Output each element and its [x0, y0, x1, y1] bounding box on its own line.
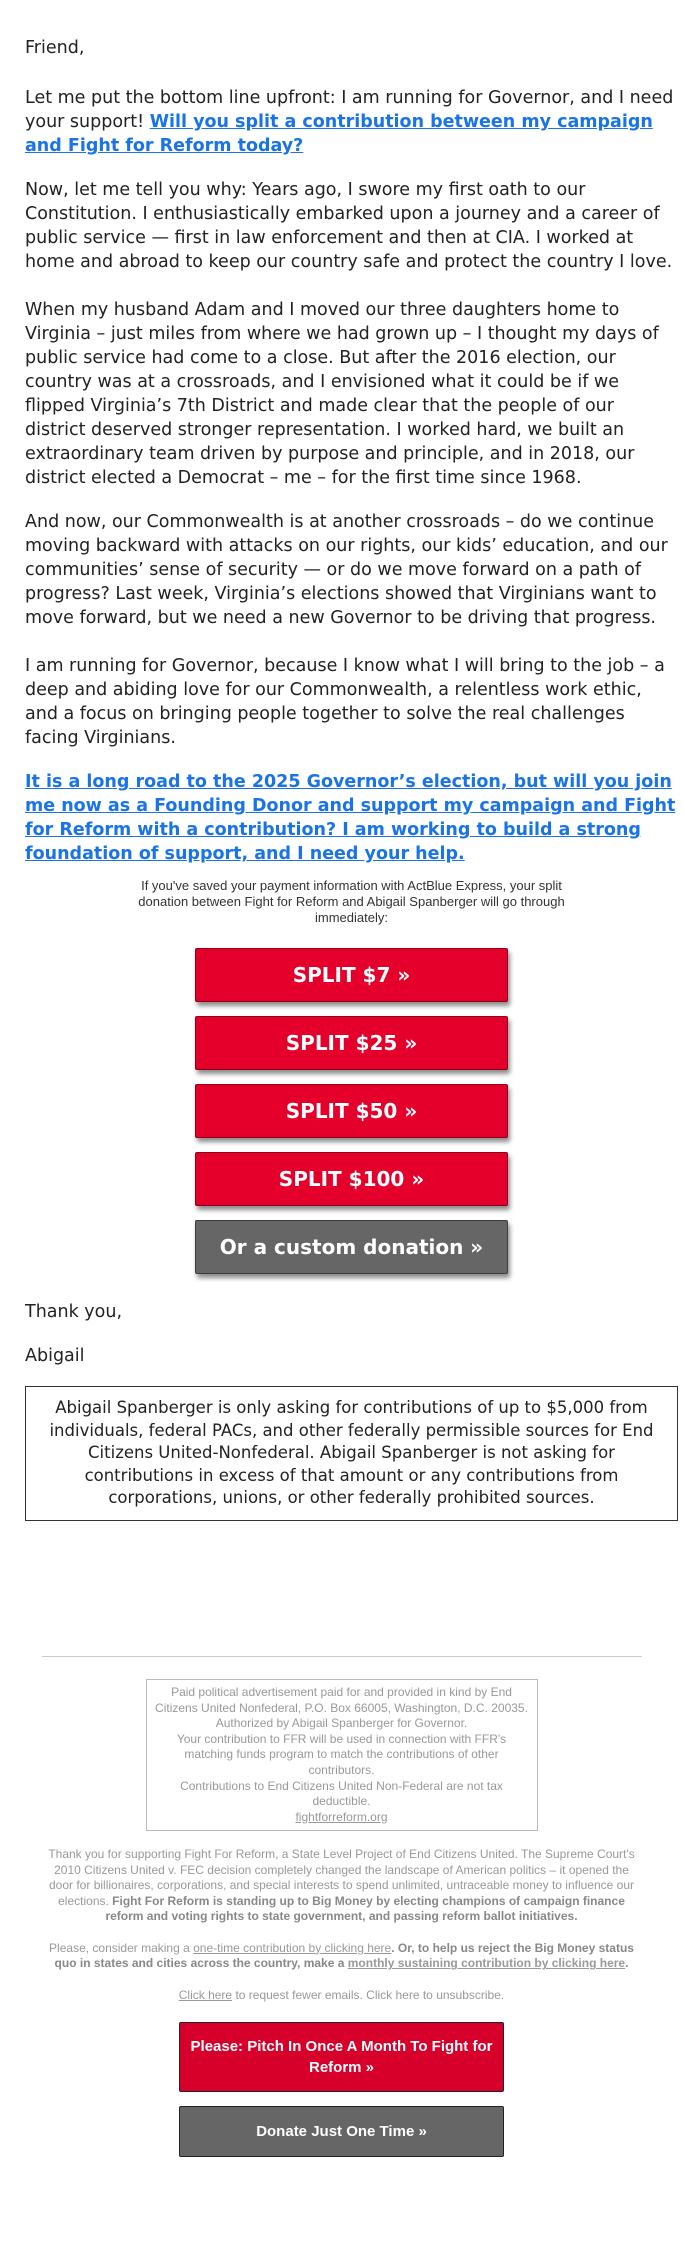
split-25-button[interactable]: SPLIT $25 »	[195, 1016, 508, 1070]
actblue-express-note: If you've saved your payment information with ActBlue Express, your split donation between Fight for Reform and Abigail Spanberger will go through immediately:	[138, 878, 565, 925]
thanks-text: Thank you for supporting Fight For Reform, a State Level Project of End Citizens United. The Supreme Court's 2010 Citizens United v. FEC decision completely changed the landscape of American politics – it opened the door for billionaires, corporations, and special interests to spend unlimited, untraceable money to influence our elections.	[48, 1847, 635, 1908]
signoff: Thank you,	[25, 1302, 123, 1322]
monthly-donation-button[interactable]: Please: Pitch In Once A Month To Fight for Reform »	[179, 2022, 504, 2092]
split-contribution-link[interactable]: Will you split a contribution between my campaign and Fight for Reform today?	[25, 112, 653, 156]
paid-line-4: Contributions to End Citizens United Non-Federal are not tax deductible.	[180, 1778, 503, 1809]
consider-bold: . Or, to help us reject the Big Money status quo in states and cities across the country, make a	[54, 1940, 634, 1971]
fewer-emails-text: to request fewer emails. Click here to unsubscribe.	[232, 1987, 505, 2002]
crossroads-paragraph: And now, our Commonwealth is at another crossroads – do we continue moving backward with attacks on our rights, our kids’ education, and our communities’ sense of security — or do we move forward on a path of progress? Last week, Virginia’s elections showed that Virginians want to move forward, but we need a new Governor to be driving that progress.	[25, 512, 668, 628]
consider-end: .	[625, 1956, 629, 1971]
one-time-contribution-link[interactable]: one-time contribution by clicking here	[193, 1940, 392, 1955]
custom-donation-button[interactable]: Or a custom donation »	[195, 1220, 508, 1274]
footer	[0, 1656, 683, 2157]
paid-line-1: Paid political advertisement paid for and provided in kind by End Citizens United Nonfederal, P.O. Box 66005, Washington, D.C. 20035.	[155, 1685, 528, 1715]
footer-divider	[42, 1656, 642, 1657]
greeting: Friend,	[25, 38, 85, 58]
email-body	[25, 0, 678, 1521]
founding-donor-link[interactable]: It is a long road to the 2025 Governor’s election, but will you join me now as a Founding Donor and support my campaign and Fight for Reform with a contribution? I am working to build a strong foundation of support, and I need your help.	[25, 772, 676, 864]
intro-paragraph	[25, 86, 678, 158]
paid-line-3: Your contribution to FFR will be used in connection with FFR's matching funds program to match the contributions of other contributors.	[176, 1731, 507, 1777]
split-7-button[interactable]: SPLIT $7 »	[195, 948, 508, 1002]
intro-text: Let me put the bottom line upfront: I am running for Governor, and I need your support!	[25, 88, 674, 132]
consider-text: Please, consider making a	[49, 1940, 194, 1955]
paid-for-box	[146, 1679, 538, 1831]
founding-donor-paragraph	[25, 770, 678, 866]
split-50-button[interactable]: SPLIT $50 »	[195, 1084, 508, 1138]
paid-line-2: Authorized by Abigail Spanberger for Governor.	[215, 1716, 468, 1731]
thanks-bold: Fight For Reform is standing up to Big Money by electing champions of campaign finance reform and voting rights to state government, and passing reform ballot initiatives.	[105, 1893, 625, 1924]
consider-note	[47, 1941, 637, 1972]
virginia-paragraph: When my husband Adam and I moved our three daughters home to Virginia – just miles from where we had grown up – I thought my days of public service had come to a close. But after the 2016 election, our country was at a crossroads, and I envisioned what it could be if we flipped Virginia’s 7th District and made clear that the people of our district deserved stronger representation. I worked hard, we built an extraordinary team driven by purpose and principle, and in 2018, our district elected a Democrat – me – for the first time since 1968.	[25, 300, 659, 488]
monthly-contribution-link[interactable]: monthly sustaining contribution by clicking here	[347, 1956, 626, 1971]
contribution-disclaimer: Abigail Spanberger is only asking for contributions of up to $5,000 from individuals, federal PACs, and other federally permissible sources for End Citizens United-Nonfederal. Abigail Spanberger is not asking for contributions in excess of that amount or any contributions from corporations, unions, or other federally prohibited sources.	[25, 1386, 678, 1521]
one-time-donation-button[interactable]: Donate Just One Time »	[179, 2106, 504, 2157]
running-paragraph: I am running for Governor, because I know what I will bring to the job – a deep and abiding love for our Commonwealth, a relentless work ethic, and a focus on bringing people together to solve the real challenges facing Virginians.	[25, 656, 665, 748]
signature: Abigail	[25, 1346, 85, 1366]
split-100-button[interactable]: SPLIT $100 »	[195, 1152, 508, 1206]
fewer-emails-link[interactable]: Click here	[178, 1987, 233, 2002]
fightforreform-link[interactable]: fightforreform.org	[295, 1809, 388, 1824]
oath-paragraph: Now, let me tell you why: Years ago, I swore my first oath to our Constitution. I enthusiastically embarked upon a journey and a career of public service — first in law enforcement and then at CIA. I worked at home and abroad to keep our country safe and protect the country I love.	[25, 180, 673, 272]
thanks-note	[47, 1847, 637, 1925]
fewer-emails-note	[47, 1988, 637, 2004]
